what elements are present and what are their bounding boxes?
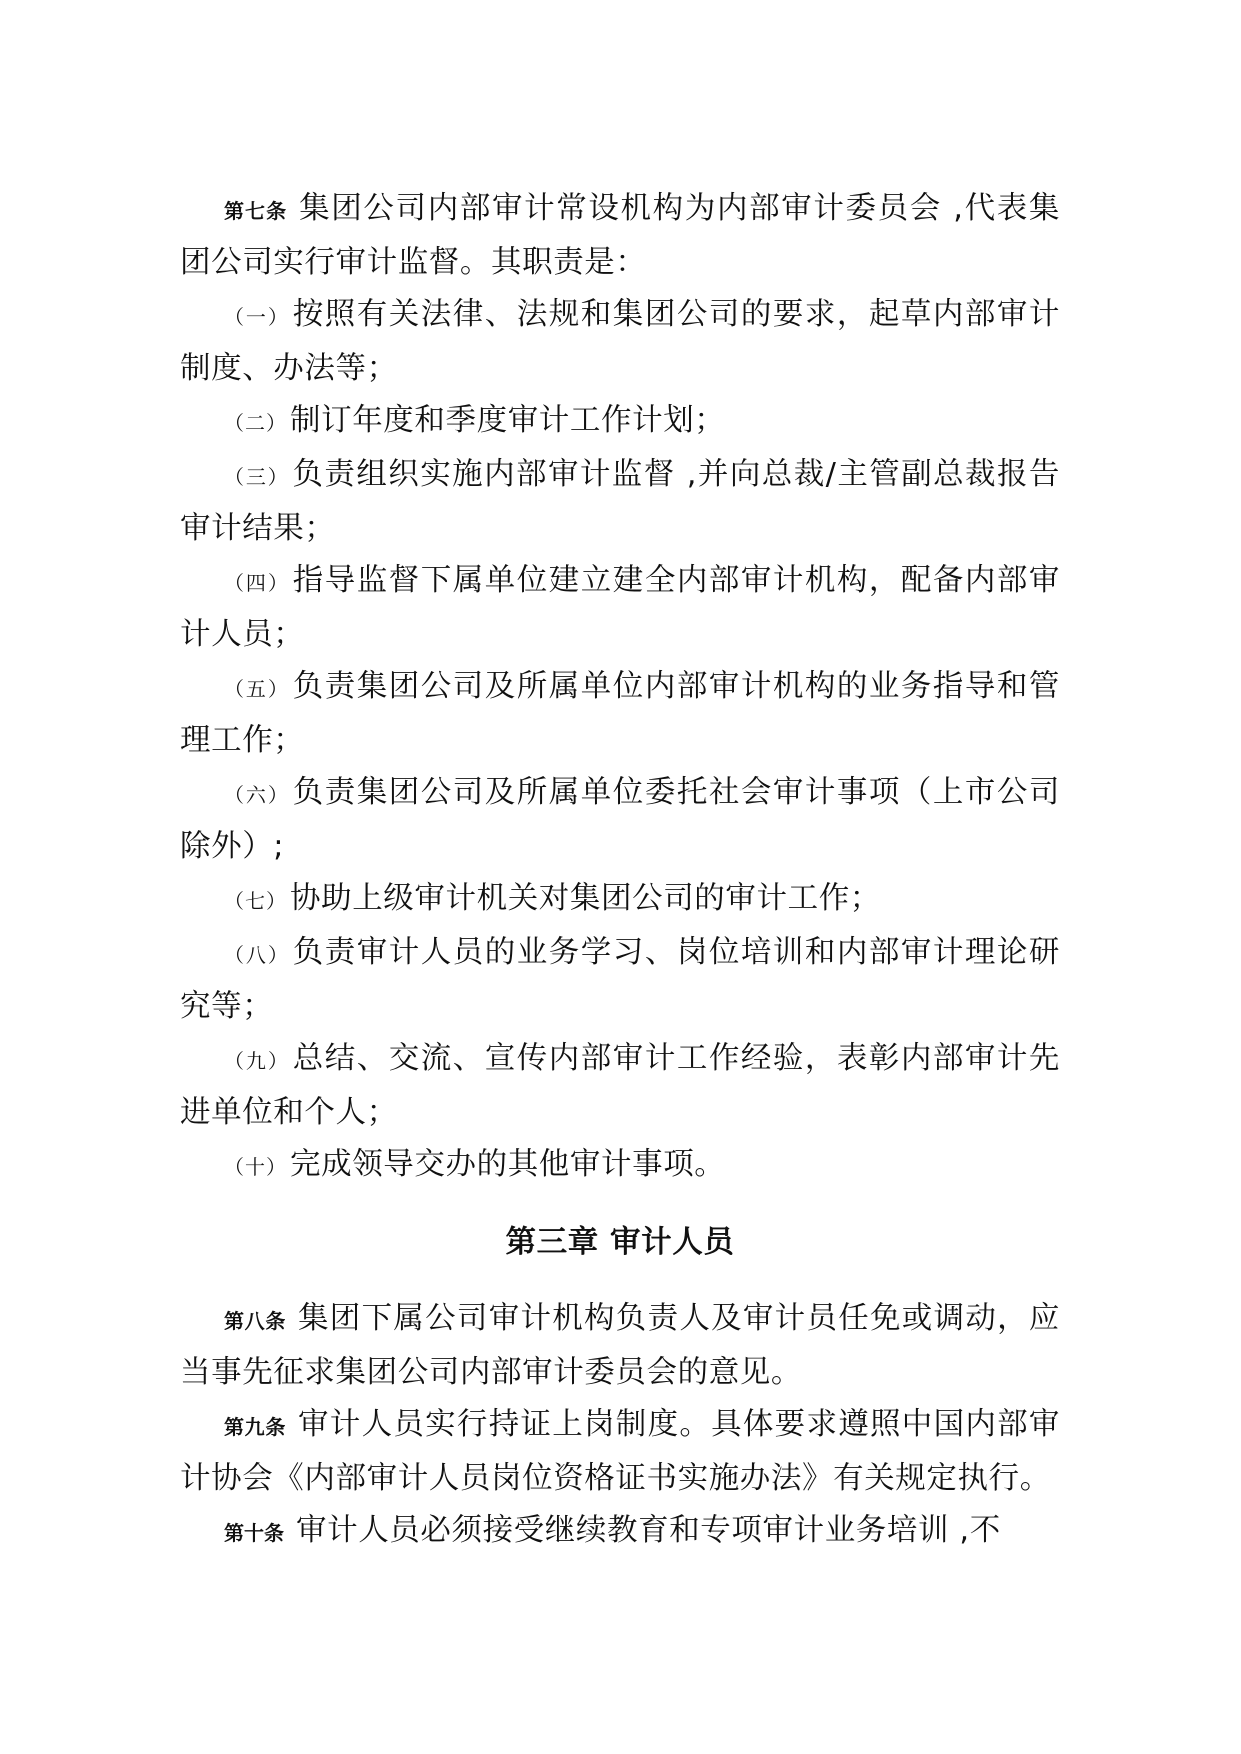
item-number: （四）	[224, 571, 290, 595]
list-item	[180, 555, 1060, 661]
list-item	[180, 449, 1060, 555]
article-10	[180, 1505, 1060, 1559]
item-text: 总结、交流、宣传内部审计工作经验，表彰内部审计先进单位和个人；	[180, 1041, 1061, 1130]
item-number: （五）	[224, 677, 290, 701]
article-8	[180, 1293, 1060, 1399]
article-number: 第十条	[224, 1521, 284, 1545]
list-item	[180, 661, 1060, 767]
list-item	[180, 289, 1060, 395]
item-number: （六）	[224, 783, 290, 807]
article-number: 第八条	[224, 1309, 287, 1333]
article-number: 第九条	[224, 1415, 287, 1439]
article-number: 第七条	[224, 199, 288, 223]
item-text: 负责集团公司及所属单位内部审计机构的业务指导和管理工作；	[180, 669, 1061, 758]
list-item	[180, 1033, 1060, 1139]
item-text: 按照有关法律、法规和集团公司的要求，起草内部审计制度、办法等；	[180, 297, 1061, 386]
item-text: 指导监督下属单位建立建全内部审计机构，配备内部审计人员；	[180, 563, 1061, 652]
list-item	[180, 927, 1060, 1033]
list-item	[180, 1139, 1060, 1193]
article-text: 集团下属公司审计机构负责人及审计员任免或调动，应当事先征求集团公司内部审计委员会的意见。	[180, 1301, 1060, 1390]
item-text: 完成领导交办的其他审计事项。	[290, 1147, 726, 1182]
item-text: 负责审计人员的业务学习、岗位培训和内部审计理论研究等；	[180, 935, 1061, 1024]
item-number: （九）	[224, 1049, 290, 1073]
item-number: （二）	[224, 411, 287, 435]
item-number: （三）	[224, 465, 290, 489]
item-number: （七）	[224, 889, 287, 913]
article-text: 集团公司内部审计常设机构为内部审计委员会 ,代表集团公司实行审计监督。其职责是：	[180, 191, 1060, 280]
item-number: （十）	[224, 1155, 287, 1179]
list-item	[180, 767, 1060, 873]
article-text: 审计人员实行持证上岗制度。具体要求遵照中国内部审计协会《内部审计人员岗位资格证书实施办法》有关规定执行。	[180, 1407, 1060, 1496]
item-number: （八）	[224, 943, 290, 967]
item-text: 协助上级审计机关对集团公司的审计工作；	[290, 881, 881, 916]
item-text: 负责集团公司及所属单位委托社会审计事项（上市公司除外）;	[180, 775, 1061, 864]
article-text: 审计人员必须接受继续教育和专项审计业务培训 ,不	[296, 1513, 1001, 1548]
list-item	[180, 873, 1060, 927]
document-page	[180, 183, 1060, 1559]
article-9	[180, 1399, 1060, 1505]
item-text: 负责组织实施内部审计监督 ,并向总裁/主管副总裁报告审计结果；	[180, 457, 1061, 546]
article-7	[180, 183, 1060, 289]
item-text: 制订年度和季度审计工作计划；	[290, 403, 726, 438]
list-item	[180, 395, 1060, 449]
chapter-title: 第三章 审计人员	[505, 1225, 735, 1260]
item-number: （一）	[224, 305, 290, 329]
